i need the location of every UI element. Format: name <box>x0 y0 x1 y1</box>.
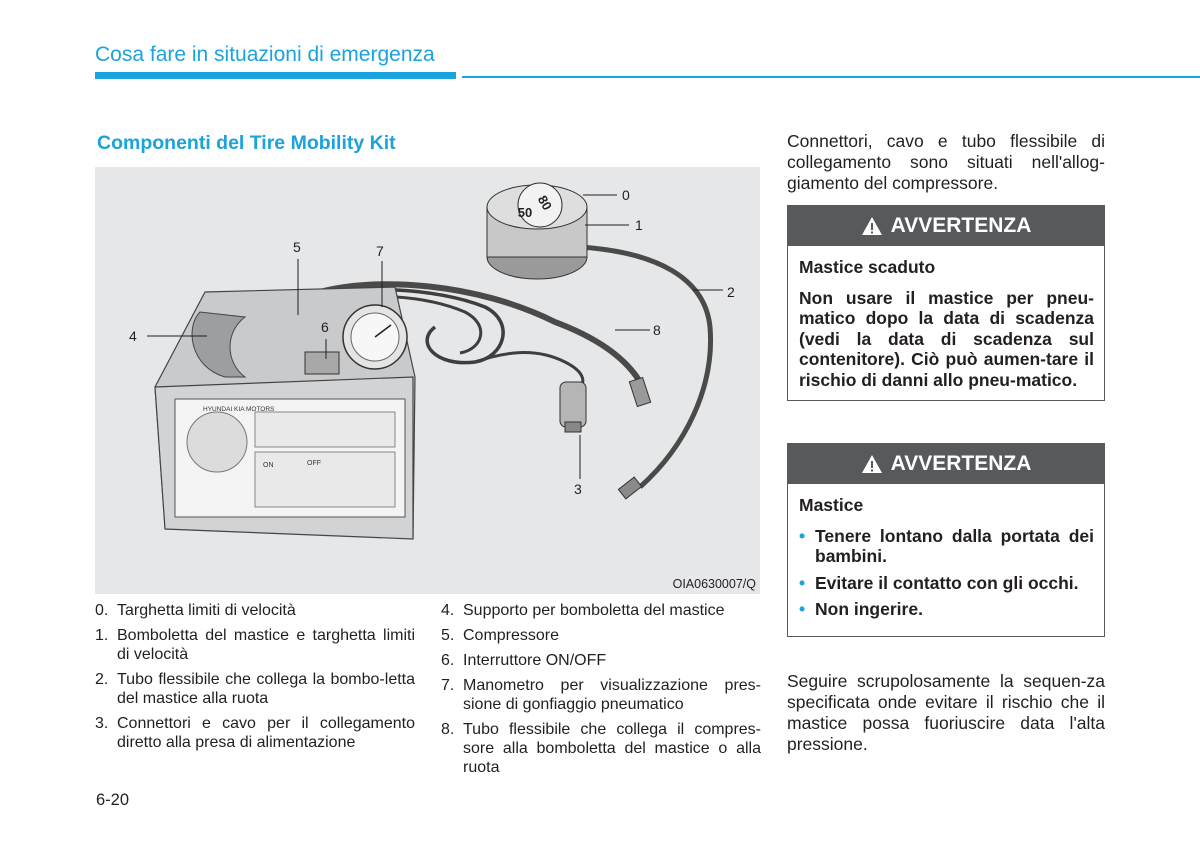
gauge-mark-80: 80 <box>534 192 556 213</box>
hose-8-fitting <box>629 377 650 406</box>
warning-bullet: • Tenere lontano dalla portata dei bambini. <box>799 525 1094 566</box>
legend-item: 8. Tubo flessibile che collega il compres-sore alla bomboletta del mastice o alla ruota <box>441 721 761 776</box>
section-title: Componenti del Tire Mobility Kit <box>97 132 396 154</box>
legend-item: 7. Manometro per visualizzazione pres-sione di gonfiaggio pneumatico <box>441 677 761 713</box>
callout-5: 5 <box>293 239 301 255</box>
callout-7: 7 <box>376 243 384 259</box>
hose-2-fitting <box>618 477 641 499</box>
warning-text: Non usare il mastice per pneu-matico dopo la data di scadenza (vedi la data di scadenza sul contenitore). Ciò può aumen-tare il rischio di danni allo pneu-matico. <box>799 287 1094 390</box>
header-rule-thick <box>95 72 456 79</box>
intro-paragraph: Connettori, cavo e tubo flessibile di collegamento sono situati nell'allog-giamento del compressore. <box>787 131 1105 193</box>
warning-bullet: • Evitare il contatto con gli occhi. <box>799 572 1079 593</box>
bullet-dot-icon: • <box>799 525 806 546</box>
warning-label: AVVERTENZA <box>890 214 1032 237</box>
tire-mobility-kit-illustration <box>95 167 760 594</box>
compressor-box <box>155 287 415 539</box>
figure-code: OIA0630007/Q <box>672 577 756 591</box>
callout-4: 4 <box>129 328 137 344</box>
warning-label: AVVERTENZA <box>890 452 1032 475</box>
warning-bullet: • Non ingerire. <box>799 599 923 619</box>
callout-0: 0 <box>622 187 630 203</box>
warning-triangle-icon <box>861 216 883 236</box>
warning-box-sealant <box>787 443 1105 637</box>
callout-8: 8 <box>653 322 661 338</box>
legend-item: 2. Tubo flessibile che collega la bombo-letta del mastice alla ruota <box>95 671 415 707</box>
warning-header <box>788 444 1104 484</box>
bullet-dot-icon: • <box>799 599 806 619</box>
legend-item: 6. Interruttore ON/OFF <box>441 652 607 669</box>
legend-right <box>441 601 761 783</box>
warning-box-expired-sealant <box>787 205 1105 401</box>
on-off-switch <box>305 352 339 374</box>
legend-item: 0. Targhetta limiti di velocità <box>95 602 296 619</box>
switch-label-on: ON <box>263 462 274 469</box>
warning-body <box>788 484 1104 636</box>
legend-item: 5. Compressore <box>441 627 560 644</box>
warning-triangle-icon <box>861 454 883 474</box>
header-rule-thin <box>462 76 1200 78</box>
power-plug <box>560 382 586 432</box>
page-number: 6-20 <box>96 791 130 809</box>
legend-item: 1. Bomboletta del mastice e targhetta limiti di velocità <box>95 627 415 663</box>
callout-3: 3 <box>574 481 582 497</box>
callout-2: 2 <box>727 284 735 300</box>
warning-subtitle: Mastice scaduto <box>799 257 936 277</box>
warning-header <box>788 206 1104 246</box>
callout-1: 1 <box>635 217 643 233</box>
legend-item: 3. Connettori e cavo per il collegamento diretto alla presa di alimentazione <box>95 715 415 751</box>
warning-body <box>788 246 1104 400</box>
switch-label-off: OFF <box>307 460 321 467</box>
bullet-dot-icon: • <box>799 572 806 593</box>
sealant-bottle <box>487 183 587 279</box>
chapter-title: Cosa fare in situazioni di emergenza <box>95 43 435 66</box>
warning-subtitle: Mastice <box>799 495 864 515</box>
gauge-mark-50: 50 <box>517 205 533 220</box>
hose-2 <box>580 247 711 487</box>
brand-text: HYUNDAI KIA MOTORS <box>203 406 275 413</box>
legend-item: 4. Supporto per bomboletta del mastice <box>441 602 725 619</box>
kit-drawing <box>95 167 760 594</box>
closing-paragraph: Seguire scrupolosamente la sequen-za specificata onde evitare il rischio che il mastice possa fuoriuscire data l'alta pressione. <box>787 671 1105 754</box>
callout-6: 6 <box>321 319 329 335</box>
legend-left <box>95 601 415 758</box>
